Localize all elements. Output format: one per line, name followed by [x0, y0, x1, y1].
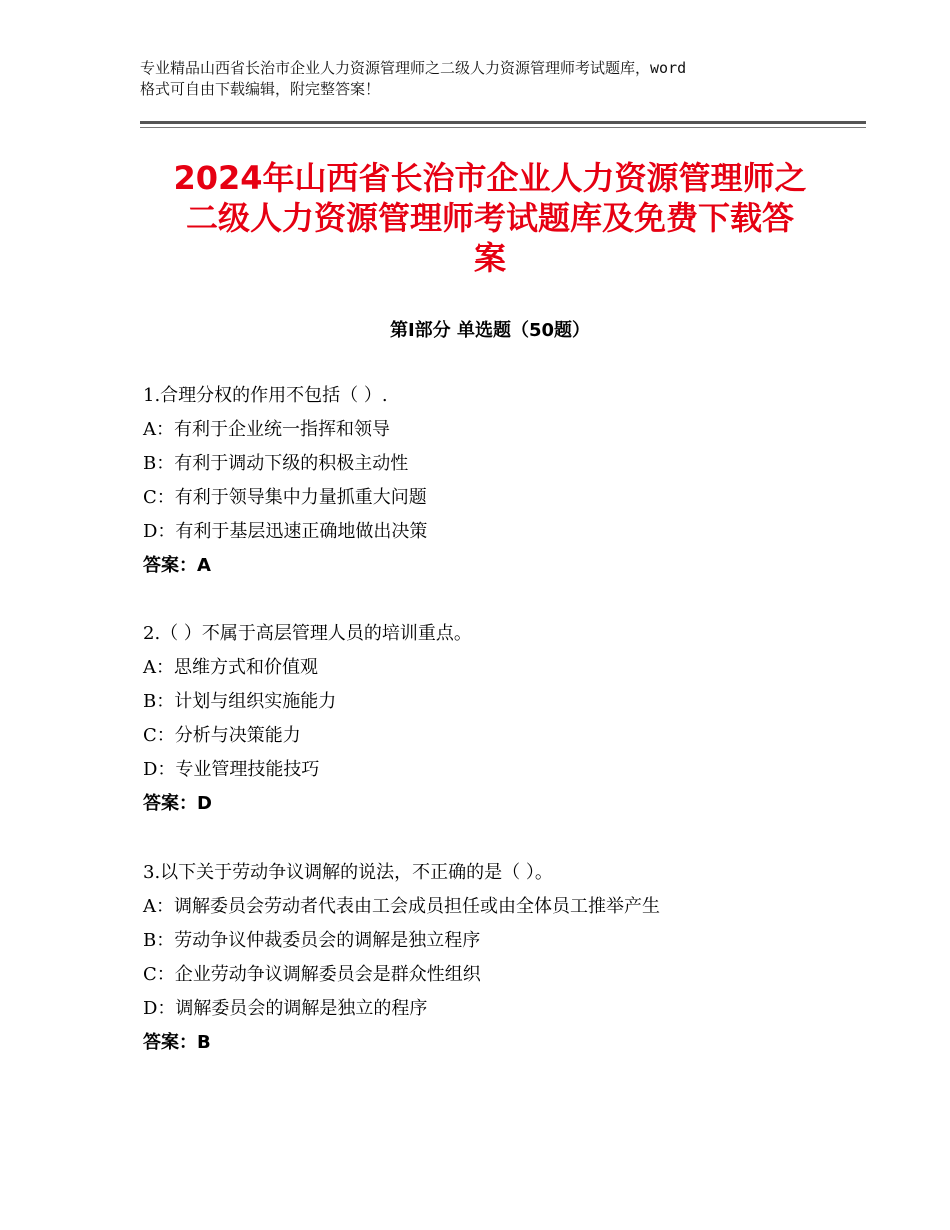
- header-note-line-1: 专业精品山西省长治市企业人力资源管理师之二级人力资源管理师考试题库，word: [140, 59, 687, 77]
- option-b: B：有利于调动下级的积极主动性: [143, 453, 409, 474]
- option-d: D：有利于基层迅速正确地做出决策: [143, 521, 428, 542]
- option-d: D：调解委员会的调解是独立的程序: [143, 998, 428, 1019]
- header-note: [140, 58, 830, 100]
- header-divider-thick: [140, 121, 866, 124]
- document-title-line-3: 案: [473, 239, 506, 277]
- document-title: [120, 158, 860, 278]
- option-b: B：计划与组织实施能力: [143, 691, 337, 712]
- answer: 答案：A: [143, 555, 211, 576]
- document-title-line-1: 2024年山西省长治市企业人力资源管理师之: [173, 159, 807, 197]
- question-stem: 2.（ ）不属于高层管理人员的培训重点。: [143, 623, 472, 644]
- document-title-line-2: 二级人力资源管理师考试题库及免费下载答: [185, 199, 794, 237]
- question-2: [143, 617, 863, 821]
- answer: 答案：D: [143, 793, 212, 814]
- option-c: C：企业劳动争议调解委员会是群众性组织: [143, 964, 481, 985]
- answer: 答案：B: [143, 1032, 211, 1053]
- header-note-line-2: 格式可自由下载编辑，附完整答案！: [140, 80, 381, 98]
- section-title: 第Ⅰ部分 单选题（50题）: [389, 320, 590, 341]
- question-stem: 3.以下关于劳动争议调解的说法，不正确的是（ ）。: [143, 862, 553, 883]
- question-3: [143, 856, 863, 1060]
- header-divider-thin: [140, 127, 866, 128]
- option-a: A：思维方式和价值观: [143, 657, 318, 678]
- option-a: A：调解委员会劳动者代表由工会成员担任或由全体员工推举产生: [143, 896, 660, 917]
- option-a: A：有利于企业统一指挥和领导: [143, 419, 390, 440]
- option-c: C：有利于领导集中力量抓重大问题: [143, 487, 427, 508]
- question-stem: 1.合理分权的作用不包括（ ）.: [143, 385, 388, 406]
- option-d: D：专业管理技能技巧: [143, 759, 320, 780]
- question-1: [143, 379, 863, 583]
- option-b: B：劳动争议仲裁委员会的调解是独立程序: [143, 930, 481, 951]
- option-c: C：分析与决策能力: [143, 725, 301, 746]
